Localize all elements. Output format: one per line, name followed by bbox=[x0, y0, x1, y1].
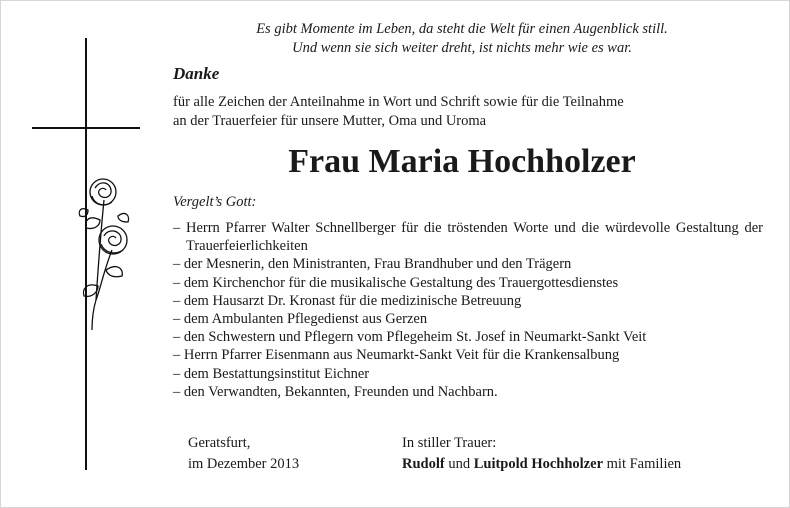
mourner-suffix: mit Familien bbox=[606, 456, 682, 472]
intro-line-2: an der Trauerfeier für unsere Mutter, Oma und Uroma bbox=[173, 113, 487, 129]
cross-icon bbox=[0, 0, 160, 508]
mourning-label: In stiller Trauer: bbox=[402, 435, 497, 451]
date: im Dezember 2013 bbox=[188, 456, 300, 472]
mourner-und: und bbox=[448, 456, 471, 472]
intro-line-1: für alle Zeichen der Anteilnahme in Wort und Schrift sowie für die Teilnahme bbox=[173, 94, 624, 110]
mourner-name-2: Luitpold Hochholzer bbox=[473, 456, 604, 472]
heading-danke: Danke bbox=[173, 64, 220, 83]
motto-line-1: Es gibt Momente im Leben, da steht die Welt für einen Augenblick still. bbox=[256, 21, 668, 37]
mourner-name-1: Rudolf bbox=[402, 456, 445, 472]
mourner-names bbox=[402, 454, 681, 475]
list-item: – dem Ambulanten Pflegedienst aus Gerzen bbox=[173, 311, 428, 328]
list-item: – Herrn Pfarrer Walter Schnellberger für die tröstenden Worte und die würdevolle Gestaltung der Trauerfeierlichkeiten bbox=[173, 220, 763, 255]
thanks-list bbox=[173, 219, 763, 401]
motto-line-2: Und wenn sie sich weiter dreht, ist nichts mehr wie es war. bbox=[292, 40, 632, 56]
place-date bbox=[188, 433, 299, 475]
list-item: – Herrn Pfarrer Eisenmann aus Neumarkt-Sankt Veit für die Krankensalbung bbox=[173, 347, 620, 364]
deceased-name: Frau Maria Hochholzer bbox=[288, 143, 636, 180]
mourners bbox=[402, 433, 681, 475]
motto bbox=[160, 20, 764, 58]
list-item: – dem Hausarzt Dr. Kronast für die medizinische Betreuung bbox=[173, 292, 522, 309]
list-item: – der Mesnerin, den Ministranten, Frau Brandhuber und den Trägern bbox=[173, 256, 572, 273]
intro-text bbox=[173, 93, 773, 131]
vergelts-gott: Vergelt’s Gott: bbox=[173, 194, 257, 210]
list-item: – den Schwestern und Pflegern vom Pflegeheim St. Josef in Neumarkt-Sankt Veit bbox=[173, 329, 647, 346]
list-item: – den Verwandten, Bekannten, Freunden und Nachbarn. bbox=[173, 383, 498, 400]
list-item: – dem Kirchenchor für die musikalische Gestaltung des Trauergottesdienstes bbox=[173, 274, 619, 291]
list-item: – dem Bestattungsinstitut Eichner bbox=[173, 365, 370, 382]
place: Geratsfurt, bbox=[188, 435, 251, 451]
